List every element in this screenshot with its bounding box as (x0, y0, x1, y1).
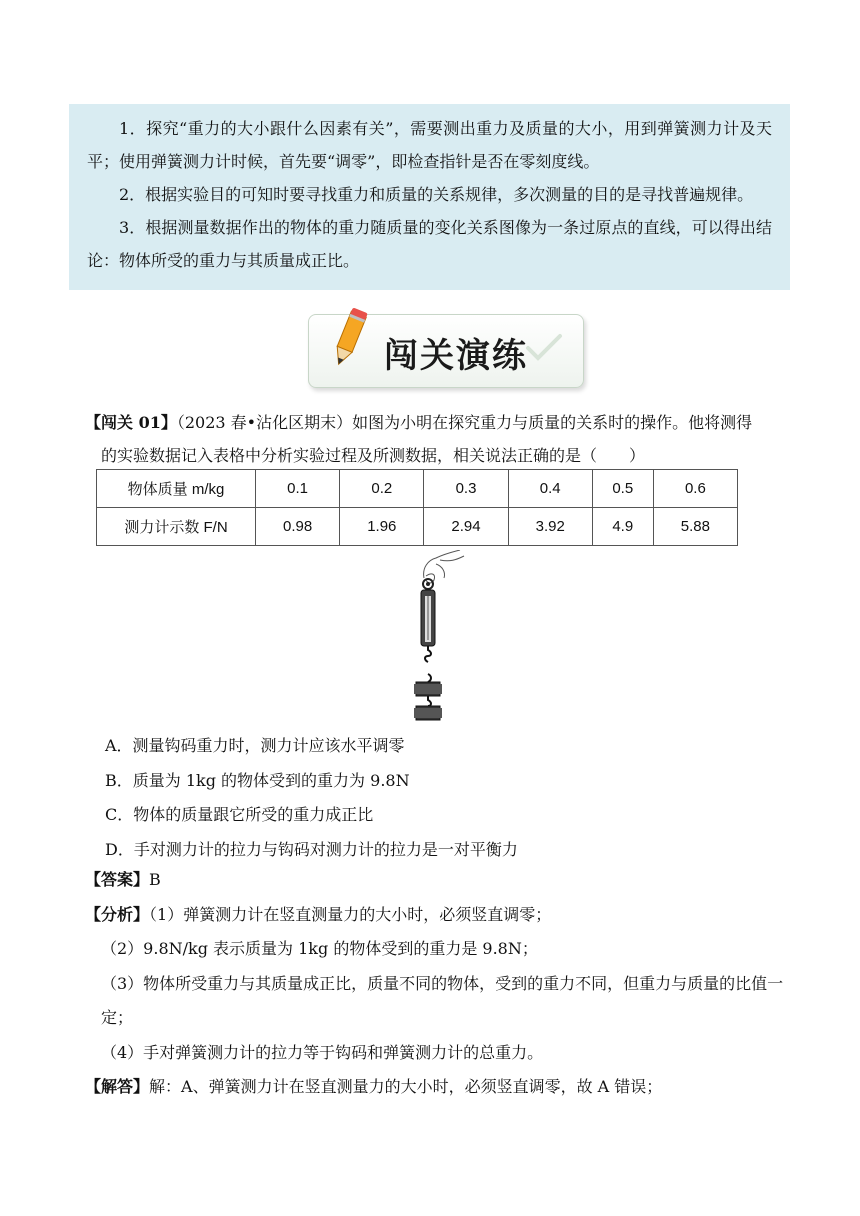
banner-title: 闯关演练 (384, 336, 528, 376)
table-row (97, 470, 738, 508)
option-d: D．手对测力计的拉力与钩码对测力计的拉力是一对平衡力 (105, 839, 518, 859)
summary-point-1: 1．探究“重力的大小跟什么因素有关”，需要测出重力及质量的大小，用到弹簧测力计及天平；使用弹簧测力计时候，首先要“调零”，即检查指针是否在零刻度线。 (87, 119, 772, 171)
analysis-label: 【分析】 (85, 904, 150, 924)
question-intro (85, 406, 785, 472)
option-b: B．质量为 1kg 的物体受到的重力为 9.8N (105, 770, 410, 790)
table-cell: 0.2 (340, 470, 424, 508)
answer-value: B (149, 870, 161, 889)
table-cell: 0.98 (256, 508, 340, 546)
table-cell: 测力计示数 F/N (97, 508, 256, 546)
question-tag: 【闯关 01】 (85, 413, 177, 432)
pencil-icon (318, 306, 378, 376)
spring-scale-figure (406, 550, 466, 722)
hand-icon (424, 550, 464, 583)
summary-point-2: 2．根据实验目的可知时要寻找重力和质量的关系规律，多次测量的目的是寻找普遍规律。 (119, 185, 754, 204)
table-cell: 物体质量 m/kg (97, 470, 256, 508)
table-cell: 0.5 (592, 470, 653, 508)
section-banner (306, 310, 584, 388)
table-cell: 0.6 (653, 470, 737, 508)
option-c: C．物体的质量跟它所受的重力成正比 (105, 805, 374, 824)
analysis-text-4: （4）手对弹簧测力计的拉力等于钩码和弹簧测力计的总重力。 (101, 1042, 544, 1062)
table-row (97, 508, 738, 546)
question-text-1: 如图为小明在探究重力与质量的关系时的操作。他将测得 (352, 413, 753, 432)
question-line-1 (85, 406, 785, 439)
analysis-text-1: （1）弹簧测力计在竖直测量力的大小时，必须竖直调零； (149, 904, 552, 924)
analysis-text-3: （3）物体所受重力与其质量成正比，质量不同的物体，受到的重力不同，但重力与质量的比值一定； (101, 973, 784, 1027)
table-cell: 0.4 (508, 470, 592, 508)
check-icon (524, 332, 564, 362)
table-cell: 1.96 (340, 508, 424, 546)
table-cell: 3.92 (508, 508, 592, 546)
table-cell: 5.88 (653, 508, 737, 546)
solution-label: 【解答】 (85, 1077, 150, 1096)
summary-point-3: 3．根据测量数据作出的物体的重力随质量的变化关系图像为一条过原点的直线，可以得出结论：物体所受的重力与其质量成正比。 (87, 218, 772, 270)
table-cell: 0.3 (424, 470, 508, 508)
data-table (96, 469, 738, 546)
answer-block (85, 863, 785, 1105)
analysis-text-2: （2）9.8N/kg 表示质量为 1kg 的物体受到的重力是 9.8N； (101, 939, 538, 958)
table-cell: 2.94 (424, 508, 508, 546)
options-list (105, 729, 518, 867)
analysis-line-1 (85, 898, 785, 933)
answer-label: 【答案】 (85, 870, 150, 889)
answer-line (85, 863, 785, 898)
solution-text-1: 解：A、弹簧测力计在竖直测量力的大小时，必须竖直调零，故 A 错误； (149, 1077, 663, 1096)
solution-line-1 (85, 1070, 785, 1105)
option-a: A．测量钩码重力时，测力计应该水平调零 (105, 736, 405, 755)
table-cell: 4.9 (592, 508, 653, 546)
question-source: （2023 春•沾化区期末） (176, 413, 353, 432)
summary-box (69, 104, 790, 290)
question-line-2: 的实验数据记入表格中分析实验过程及所测数据，相关说法正确的是（ ） (101, 446, 646, 465)
table-cell: 0.1 (256, 470, 340, 508)
